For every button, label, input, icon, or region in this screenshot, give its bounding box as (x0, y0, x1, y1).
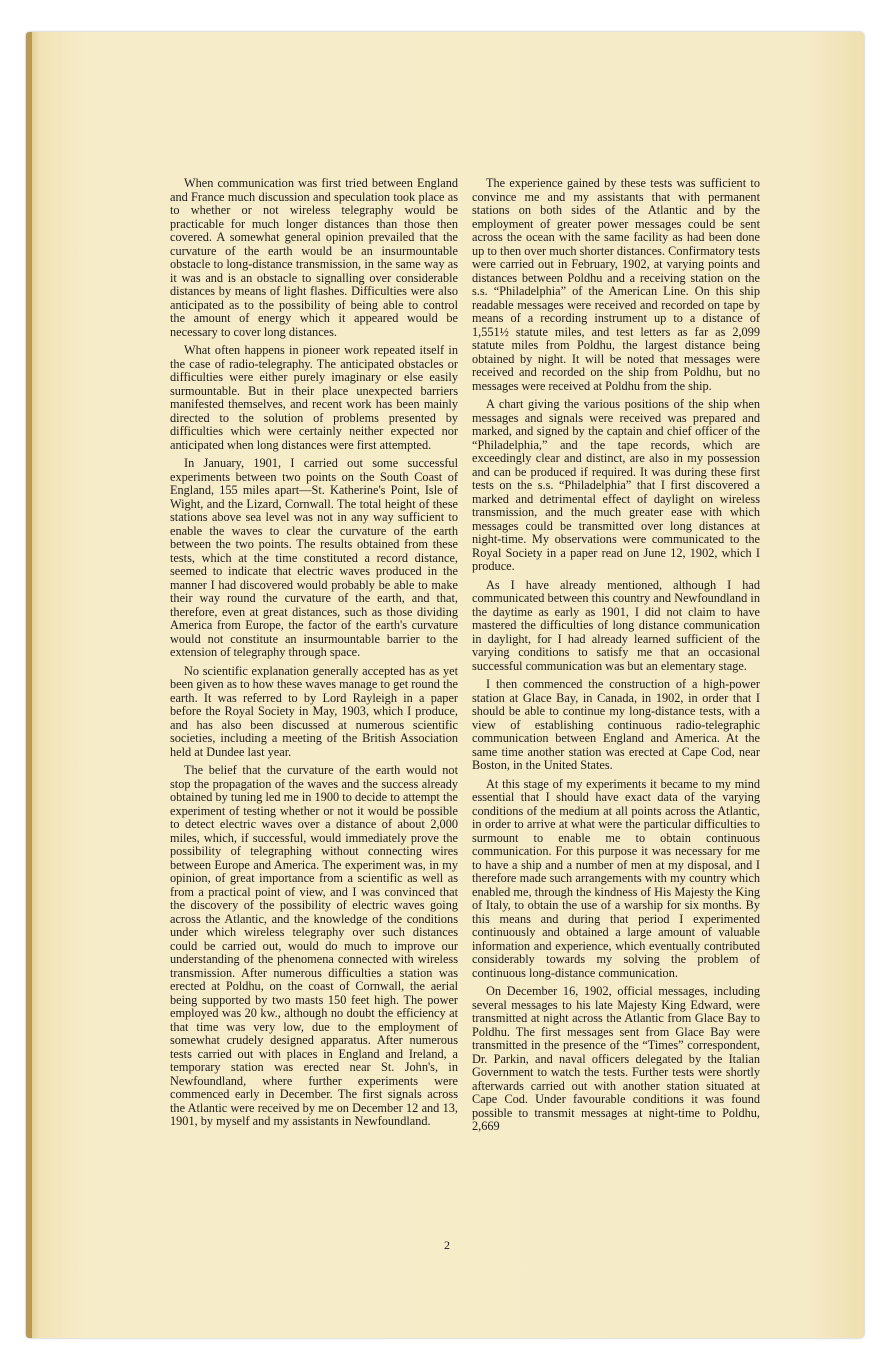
paragraph: As I have already mentioned, although I had communicated between this country and Newfoundland in the daytime as early as 1901, I did not claim to have mastered the difficulties of long distance communication in daylight, for I had already learned sufficient of the varying conditions to satisfy me that an occasional successful communication was but an elementary stage. (472, 577, 760, 673)
paragraph: When communication was first tried between England and France much discussion and speculation took place as to whether or not wireless telegraphy would be practicable for much longer distances than those then covered. A somewhat general opinion prevailed that the curvature of the earth would be an insurmountable obstacle to long-distance transmission, in the same way as it was and is an obstacle to signalling over considerable distances by means of light flashes. Difficulties were also anticipated as to the possibility of being able to control the amount of energy which it appeared would be necessary to cover long distances. (170, 176, 458, 339)
paragraph: I then commenced the construction of a high-power station at Glace Bay, in Canada, in 1902, in order that I should be able to continue my long-distance tests, with a view of establishing continuous radio-telegraphic communication between England and America. At the same time another station was erected at Cape Cod, near Boston, in the United States. (472, 677, 760, 772)
paragraph: The experience gained by these tests was sufficient to convince me and my assistants that with permanent stations on both sides of the Atlantic and by the employment of greater power messages could be sent across the ocean with the same facility as had been done up to then over much shorter distances. Confirmatory tests were carried out in February, 1902, at varying points and distances between Poldhu and a receiving station on the s.s. “Philadelphia” of the American Line. On this ship readable messages were received and recorded on tape by means of a recording instrument up to a distance of 1,551½ statute miles, and test letters as far as 2,099 statute miles from Poldhu, the largest distance being obtained by night. It will be noted that messages were received and recorded on the ship from Poldhu, but no messages were received at Poldhu from the ship. (472, 176, 760, 393)
paragraph: No scientific explanation generally accepted has as yet been given as to how these waves manage to get round the earth. It was referred to by Lord Rayleigh in a paper before the Royal Society in May, 1903, which I produce, and has also been discussed at numerous scientific societies, including a meeting of the British Association held at Dundee last year. (170, 663, 458, 759)
paragraph: A chart giving the various positions of the ship when messages and signals were received was prepared and marked, and signed by the captain and chief officer of the “Philadelphia,” and the tape records, which are exceedingly clear and distinct, are also in my possession and can be produced if required. It was during these first tests on the s.s. “Philadelphia” that I first discovered a marked and detrimental effect of daylight on wireless transmission, and the much greater ease with which messages could be transmitted over long distances at night-time. My observations were communicated to the Royal Society in a paper read on June 12, 1902, which I produce. (472, 397, 760, 573)
paragraph: In January, 1901, I carried out some successful experiments between two points on the South Coast of England, 155 miles apart—St. Katherine's Point, Isle of Wight, and the Lizard, Cornwall. The total height of these stations above sea level was not in any way sufficient to enable the waves to clear the curvature of the earth between the two points. The results obtained from these tests, which at the time constituted a record distance, seemed to indicate that electric waves produced in the manner I had discovered would probably be able to make their way round the curvature of the earth, and that, therefore, even at great distances, such as those dividing America from Europe, the factor of the earth's curvature would not constitute an insurmountable barrier to the extension of telegraphy through space. (170, 456, 458, 659)
text-column-right (472, 177, 760, 1139)
paragraph: The belief that the curvature of the earth would not stop the propagation of the waves and the success already obtained by tuning led me in 1900 to decide to attempt the experiment of testing whether or not it would be possible to detect electric waves over a distance of about 2,000 miles, which, if successful, would immediately prove the possibility of telegraphing without connecting wires between Europe and America. The experiment was, in my opinion, of great importance from a scientific as well as from a practical point of view, and I was convinced that the discovery of the possibility of electric waves going across the Atlantic, and the knowledge of the conditions under which wireless telegraphy over such distances could be carried out, would do much to improve our understanding of the phenomena connected with wireless transmission. After numerous difficulties a station was erected at Poldhu, on the coast of Cornwall, the aerial being supported by two masts 150 feet high. The power employed was 20 kw., although no doubt the efficiency at that time was very low, due to the employment of somewhat crudely designed apparatus. After numerous tests carried out with places in England and Ireland, a temporary station was erected near St. John's, in Newfoundland, where further experiments were commenced early in December. The first signals across the Atlantic were received by me on December 12 and 13, 1901, by myself and my assistants in Newfoundland. (170, 763, 458, 1128)
document-page (26, 32, 864, 1338)
page-number: 2 (444, 1238, 450, 1252)
text-column-left (170, 177, 458, 1134)
paragraph: What often happens in pioneer work repeated itself in the case of radio-telegraphy. The anticipated obstacles or difficulties were either purely imaginary or else easily surmountable. But in their place unexpected barriers manifested themselves, and recent work has been mainly directed to the solution of problems presented by difficulties which were certainly neither expected nor anticipated when long distances were first attempted. (170, 343, 458, 452)
paragraph: On December 16, 1902, official messages, including several messages to his late Majesty King Edward, were transmitted at night across the Atlantic from Glace Bay to Poldhu. The first messages sent from Glace Bay were transmitted in the presence of the “Times” correspondent, Dr. Parkin, and naval officers delegated by the Italian Government to watch the tests. Further tests were shortly afterwards carried out with another station situated at Cape Cod. Under favourable conditions it was found possible to transmit messages at night-time to Poldhu, 2,669 (472, 984, 760, 1133)
paragraph: At this stage of my experiments it became to my mind essential that I should have exact data of the varying conditions of the medium at all points across the Atlantic, in order to arrive at what were the particular difficulties to surmount to enable me to obtain continuous communication. For this purpose it was necessary for me to have a ship and a number of men at my disposal, and I therefore made such arrangements with my country which enabled me, through the kindness of His Majesty the King of Italy, to obtain the use of a warship for six months. By this means and during that period I experimented continuously and obtained a large amount of valuable information and experience, which eventually contributed considerably towards my solving the problem of continuous long-distance communication. (472, 776, 760, 980)
